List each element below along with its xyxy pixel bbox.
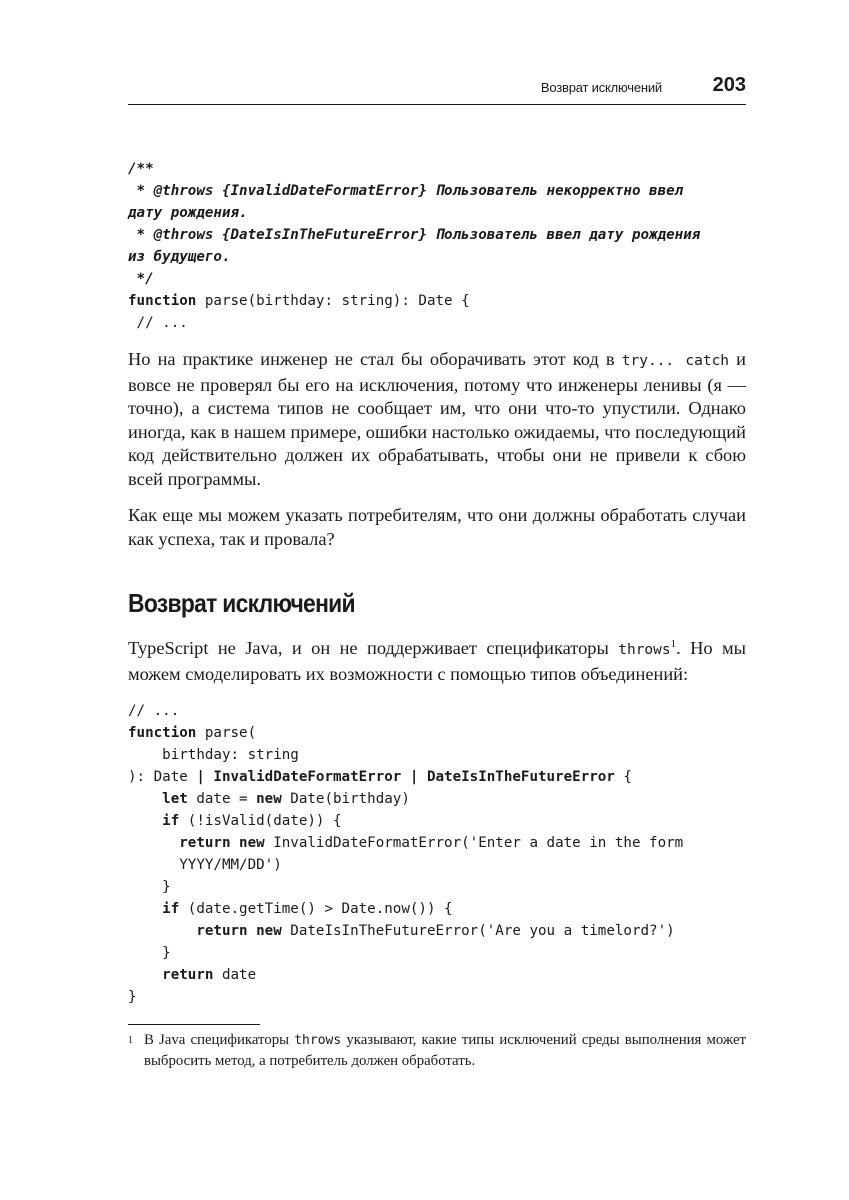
code-text: parse(birthday: string): Date { xyxy=(196,293,470,309)
code-block-parse xyxy=(128,700,683,1008)
code-text: } xyxy=(128,989,137,1005)
inline-code: throws xyxy=(294,1033,342,1048)
code-text: YYYY/MM/DD') xyxy=(179,857,282,873)
code-indent xyxy=(128,923,196,939)
code-text: ): Date xyxy=(128,769,197,785)
code-text: DateIsInTheFutureError('Are you a timelord?') xyxy=(281,923,675,939)
code-line xyxy=(128,964,683,986)
code-line: */ xyxy=(128,271,154,287)
code-text: (date.getTime() > Date.now()) { xyxy=(179,901,453,917)
code-line: дату рождения. xyxy=(128,205,248,221)
paragraph-3 xyxy=(128,637,746,686)
code-line xyxy=(128,788,683,810)
paragraph-text: Но на практике инженер не стал бы оборачивать этот код в xyxy=(128,349,622,369)
code-text: InvalidDateFormatError('Enter a date in the form xyxy=(264,835,684,851)
code-text: { xyxy=(614,769,632,785)
code-line xyxy=(128,942,683,964)
footnote-text xyxy=(128,1030,746,1072)
code-line xyxy=(128,290,700,312)
code-keyword: return xyxy=(179,835,231,851)
code-line: /** xyxy=(128,161,154,177)
code-text: } xyxy=(162,945,171,961)
code-line xyxy=(128,876,683,898)
code-indent xyxy=(128,901,162,917)
code-text: date xyxy=(213,967,257,983)
code-text: } xyxy=(162,879,171,895)
code-line: из будущего. xyxy=(128,249,231,265)
code-text: birthday: string xyxy=(162,747,299,763)
paragraph-text: и вовсе не проверял бы его на исключения, потому что инженеры ленивы (я — точно), а система типов не сообщает им, что они что-то упустили. Однако иногда, как в нашем примере, ошибки настолько ожидаемы, что последующий код действительно должен их обрабатывать, чтобы они не привели к сбою всей программы. xyxy=(128,349,746,489)
code-line xyxy=(128,722,683,744)
code-line xyxy=(128,810,683,832)
code-indent xyxy=(128,747,162,763)
code-text: (!isValid(date)) { xyxy=(179,813,342,829)
code-line: * @throws {DateIsInTheFutureError} Пользователь ввел дату рождения xyxy=(128,227,701,243)
code-text xyxy=(248,923,257,939)
section-heading: Возврат исключений xyxy=(128,588,355,618)
code-text xyxy=(231,835,240,851)
code-indent xyxy=(128,835,179,851)
code-line: // ... xyxy=(128,315,188,331)
code-indent xyxy=(128,945,162,961)
code-line xyxy=(128,744,683,766)
code-line xyxy=(128,854,683,876)
code-text: Date(birthday) xyxy=(281,791,410,807)
running-title: Возврат исключений xyxy=(540,80,662,95)
code-keyword: function xyxy=(128,293,197,309)
code-block-jsdoc xyxy=(128,158,700,334)
code-indent xyxy=(128,857,179,873)
code-keyword: return xyxy=(162,967,214,983)
paragraph-1 xyxy=(128,348,746,491)
code-indent xyxy=(128,967,162,983)
code-indent xyxy=(128,791,162,807)
paragraph-2: Как еще мы можем указать потребителям, что они должны обработать случаи как успеха, так и провала? xyxy=(128,505,746,549)
code-text: date = xyxy=(187,791,257,807)
code-line xyxy=(128,898,683,920)
code-line xyxy=(128,832,683,854)
code-keyword: new xyxy=(239,835,265,851)
footnote-number: 1 xyxy=(128,1035,133,1046)
code-line xyxy=(128,766,683,788)
code-keyword: function xyxy=(128,725,197,741)
paragraph-text: . Но мы можем смоделировать их возможности с помощью типов объединений: xyxy=(128,638,746,684)
code-text: parse( xyxy=(196,725,257,741)
code-keyword: new xyxy=(256,791,282,807)
footnote-divider xyxy=(128,1024,260,1025)
footnote-reference[interactable]: 1 xyxy=(670,637,677,650)
code-union-types: | InvalidDateFormatError | DateIsInTheFutureError xyxy=(196,769,615,785)
code-keyword: new xyxy=(256,923,282,939)
running-header xyxy=(128,72,746,105)
code-indent xyxy=(128,879,162,895)
code-keyword: return xyxy=(196,923,248,939)
footnote xyxy=(128,1030,746,1072)
code-line xyxy=(128,700,683,722)
footnote-text-part: указывают, какие типы исключений среды выполнения может выбросить метод, а потребитель должен обработать. xyxy=(144,1032,746,1069)
inline-code: throws xyxy=(618,642,671,658)
code-keyword: if xyxy=(162,813,180,829)
footnote-text-part: В Java спецификаторы xyxy=(144,1032,295,1048)
code-line xyxy=(128,920,683,942)
code-line: * @throws {InvalidDateFormatError} Пользователь некорректно ввел xyxy=(128,183,684,199)
code-indent xyxy=(128,813,162,829)
code-line xyxy=(128,986,683,1008)
paragraph-text: TypeScript не Java, и он не поддерживает спецификаторы xyxy=(128,638,619,658)
code-keyword: let xyxy=(162,791,188,807)
page-number: 203 xyxy=(712,74,746,96)
code-keyword: if xyxy=(162,901,180,917)
inline-code: try... catch xyxy=(621,353,730,369)
code-text: // ... xyxy=(128,703,180,719)
